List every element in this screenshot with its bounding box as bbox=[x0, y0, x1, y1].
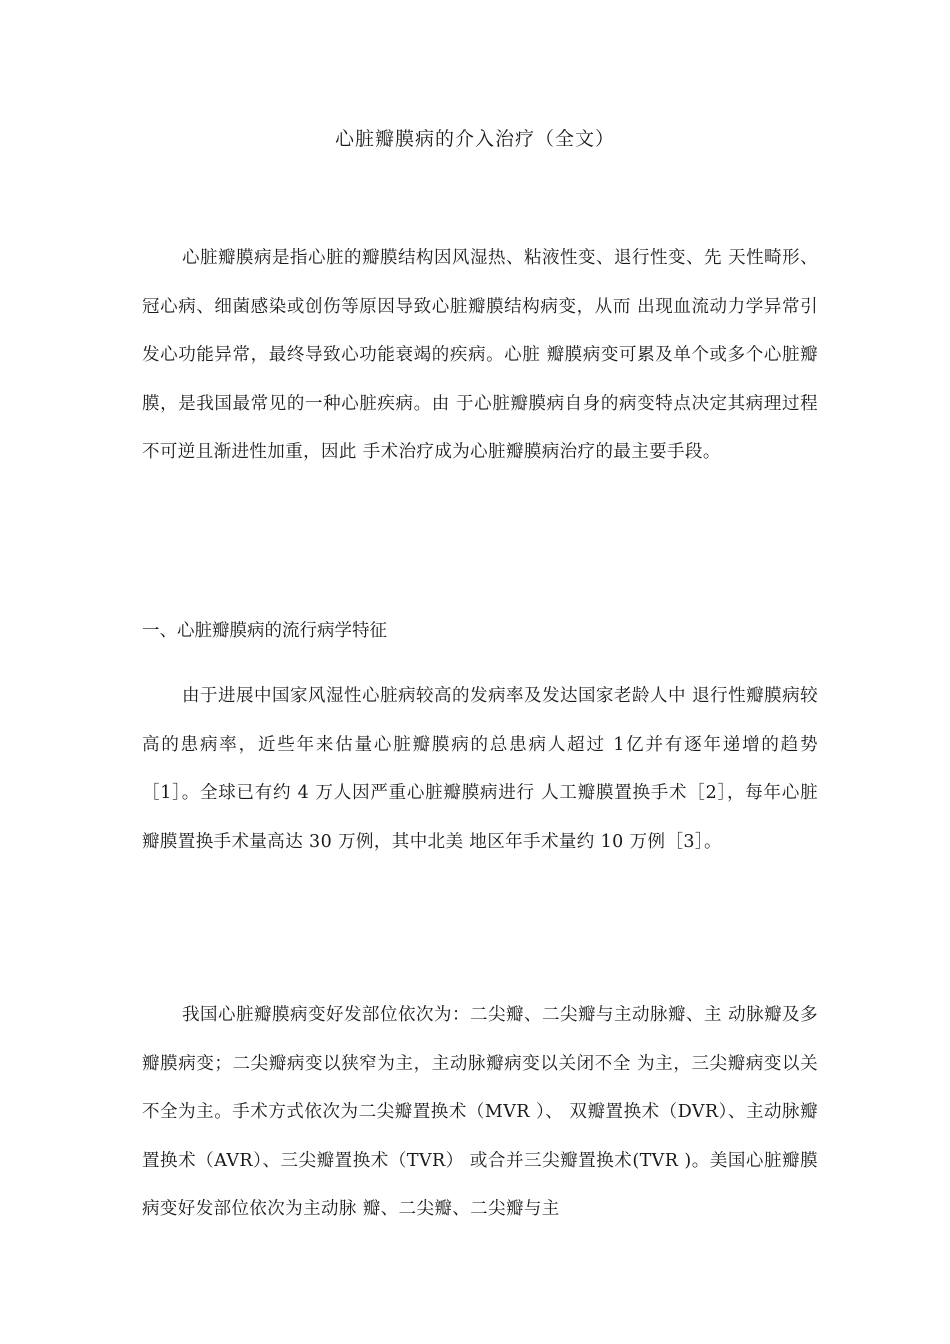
intro-paragraph: 心脏瓣膜病是指心脏的瓣膜结构因风湿热、粘液性变、退行性变、先 天性畸形、冠心病、细菌感染或创伤等原因导致心脏瓣膜结构病变，从而 出现血流动力学异常引发心功能异常，最终导致心功能衰竭的疾病。心脏 瓣膜病变可累及单个或多个心脏瓣膜，是我国最常见的一种心脏疾病。由 于心脏瓣膜病自身的病变特点决定其病理过程不可逆且渐进性加重，因此 手术治疗成为心脏瓣膜病治疗的最主要手段。 bbox=[142, 248, 818, 463]
document-title: 心脏瓣膜病的介入治疗（全文） bbox=[334, 128, 615, 150]
epidemiology-paragraph-1: 由于进展中国家风湿性心脏病较高的发病率及发达国家老龄人中 退行性瓣膜病较高的患病率，近些年来估量心脏瓣膜病的总患病人超过 1亿并有逐年递增的趋势［1］。全球已有约 4 万人因严重心脏瓣膜病进行 人工瓣膜置换手术［2］，每年心脏瓣膜置换手术量高达 30 万例，其中北美 地区年手术量约 10 万例［3］。 bbox=[142, 686, 818, 852]
section-heading-epidemiology: 一、心脏瓣膜病的流行病学特征 bbox=[142, 621, 387, 641]
epidemiology-paragraph-2: 我国心脏瓣膜病变好发部位依次为：二尖瓣、二尖瓣与主动脉瓣、主 动脉瓣及多瓣膜病变；二尖瓣病变以狭窄为主，主动脉瓣病变以关闭不全 为主，三尖瓣病变以关不全为主。手术方式依次为二尖瓣置换术（MVR ）、 双瓣置换术（DVR）、主动脉瓣置换术（AVR）、三尖瓣置换术（TVR） 或合并三尖瓣置换术(TVR )。美国心脏瓣膜病变好发部位依次为主动脉 瓣、二尖瓣、二尖瓣与主 bbox=[142, 1005, 818, 1220]
